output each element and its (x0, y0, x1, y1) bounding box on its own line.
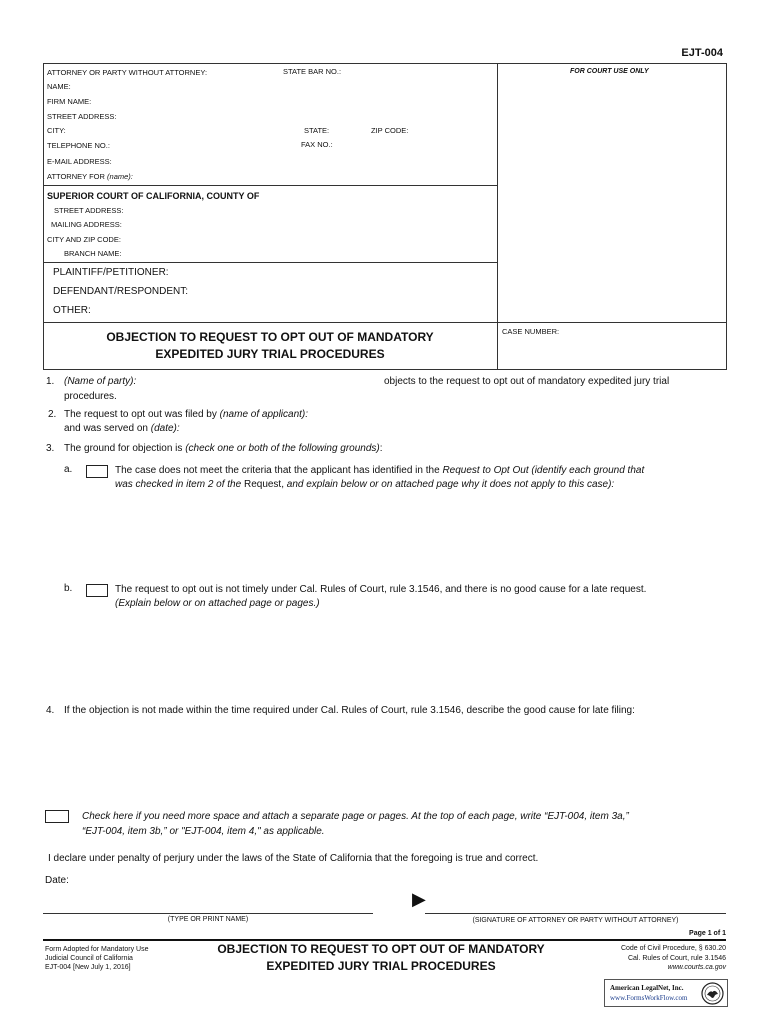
extra-space-line1: Check here if you need more space and attach a separate page or pages. At the top of each page, write “EJT-004, item 3a,” (82, 811, 629, 822)
item3-ground-text: The ground for objection is (64, 443, 183, 454)
item3b-checkbox[interactable] (86, 584, 108, 597)
item3b-label: b. (64, 583, 73, 594)
state-bar-label: STATE BAR NO.: (283, 67, 342, 76)
signature-label: (SIGNATURE OF ATTORNEY OR PARTY WITHOUT ATTORNEY) (472, 917, 679, 924)
street-address-label: STREET ADDRESS: (47, 112, 117, 121)
item2-served (64, 423, 180, 434)
item2-served-text: and was served on (64, 423, 148, 434)
footer-title (186, 941, 576, 975)
court-branch-label: BRANCH NAME: (64, 249, 122, 258)
item1-number: 1. (46, 376, 55, 387)
extra-space-line2: “EJT-004, item 3b,” or "EJT-004, item 4," as applicable. (82, 826, 325, 837)
item3-qualifier: (check one or both of the following grounds) (185, 443, 380, 454)
item3b-text (115, 583, 725, 611)
item2-date-label: (date): (150, 423, 180, 434)
attorney-for-label (47, 172, 133, 181)
logo-company: American LegalNet, Inc. (610, 984, 684, 992)
state-label: STATE: (304, 126, 330, 135)
item1-text2: procedures. (64, 391, 117, 402)
footer-adopted-line2: Judicial Council of California (45, 955, 133, 962)
attorney-label: ATTORNEY OR PARTY WITHOUT ATTORNEY: (47, 68, 208, 77)
footer-title-line2: EXPEDITED JURY TRIAL PROCEDURES (266, 959, 496, 973)
print-name-line[interactable] (43, 913, 373, 914)
item3a-label: a. (64, 464, 73, 475)
logo-url: www.FormsWorkFlow.com (610, 994, 688, 1002)
footer-adopted-line3: EJT-004 [New July 1, 2016] (45, 964, 131, 971)
court-heading: SUPERIOR COURT OF CALIFORNIA, COUNTY OF (47, 191, 260, 201)
declaration-text: I declare under penalty of perjury under the laws of the State of California that the foregoing is true and correct. (48, 853, 539, 864)
item1-party-label: (Name of party): (64, 376, 137, 387)
city-label: CITY: (47, 126, 66, 135)
item3a-checkbox[interactable] (86, 465, 108, 478)
item1-text: objects to the request to opt out of mandatory expedited jury trial (384, 376, 670, 387)
item3a-italic2: was checked in item 2 of the (115, 479, 242, 490)
form-title-line1: OBJECTION TO REQUEST TO OPT OUT OF MANDATORY (106, 330, 434, 344)
form-title (43, 329, 497, 363)
telephone-label: TELEPHONE NO.: (47, 141, 110, 150)
attorney-for-name-hint: (name): (107, 172, 133, 181)
signature-arrow-icon: ▶ (412, 889, 426, 909)
print-name-label: (TYPE OR PRINT NAME) (167, 916, 249, 923)
footer-adopted (45, 945, 149, 972)
court-use-label: FOR COURT USE ONLY (570, 68, 649, 75)
item2-text (64, 409, 308, 420)
footer-code3: www.courts.ca.gov (667, 964, 726, 971)
email-label: E-MAIL ADDRESS: (47, 157, 112, 166)
other-label: OTHER: (53, 305, 91, 316)
form-title-line2: EXPEDITED JURY TRIAL PROCEDURES (155, 347, 385, 361)
fax-label: FAX NO.: (301, 140, 333, 149)
defendant-label: DEFENDANT/RESPONDENT: (53, 286, 189, 297)
court-city-zip-label: CITY AND ZIP CODE: (47, 235, 121, 244)
extra-space-checkbox[interactable] (45, 810, 69, 823)
plaintiff-label: PLAINTIFF/PETITIONER: (53, 267, 169, 278)
form-id: EJT-004 (681, 47, 723, 59)
footer-codes (621, 944, 726, 973)
item2-number: 2. (48, 409, 57, 420)
item3a-italic1: Request to Opt Out (identify each ground that (442, 465, 645, 476)
footer-title-line1: OBJECTION TO REQUEST TO OPT OUT OF MANDATORY (217, 942, 545, 956)
item3-number: 3. (46, 443, 55, 454)
date-label: Date: (45, 875, 69, 886)
court-mailing-label: MAILING ADDRESS: (51, 220, 122, 229)
item3a-italic3: and explain below or on attached page why it does not apply to this case): (286, 479, 615, 490)
name-label: NAME: (47, 82, 71, 91)
item3a-text2: Request, (243, 479, 284, 490)
item3b-text1: The request to opt out is not timely under Cal. Rules of Court, rule 3.1546, and there is no good cause for a late request. (115, 584, 647, 595)
item2-filed-text: The request to opt out was filed by (64, 409, 217, 420)
item4-text: If the objection is not made within the time required under Cal. Rules of Court, rule 3.1546, describe the good cause for late filing: (64, 705, 635, 716)
footer-code1: Code of Civil Procedure, § 630.20 (620, 945, 726, 952)
item3-text (64, 443, 383, 454)
footer-adopted-line1: Form Adopted for Mandatory Use (45, 946, 149, 953)
american-legalnet-logo (604, 979, 728, 1007)
item3-colon: : (379, 443, 383, 454)
case-number-label: CASE NUMBER: (502, 327, 560, 336)
item3a-text (115, 464, 725, 492)
extra-space-text (82, 809, 722, 839)
footer-code2: Cal. Rules of Court, rule 3.1546 (627, 954, 726, 962)
attorney-for-text: ATTORNEY FOR (47, 172, 105, 181)
item4-number: 4. (46, 705, 55, 716)
firm-name-label: FIRM NAME: (47, 97, 92, 106)
signature-line[interactable] (425, 913, 726, 914)
page-number: Page 1 of 1 (689, 930, 726, 937)
item3b-text2: (Explain below or on attached page or pages.) (115, 598, 320, 609)
item2-applicant-label: (name of applicant): (219, 409, 309, 420)
zip-code-label: ZIP CODE: (371, 126, 409, 135)
eagle-seal-icon (701, 982, 724, 1005)
item3a-text1: The case does not meet the criteria that the applicant has identified in the (115, 465, 440, 476)
court-street-label: STREET ADDRESS: (54, 206, 124, 215)
